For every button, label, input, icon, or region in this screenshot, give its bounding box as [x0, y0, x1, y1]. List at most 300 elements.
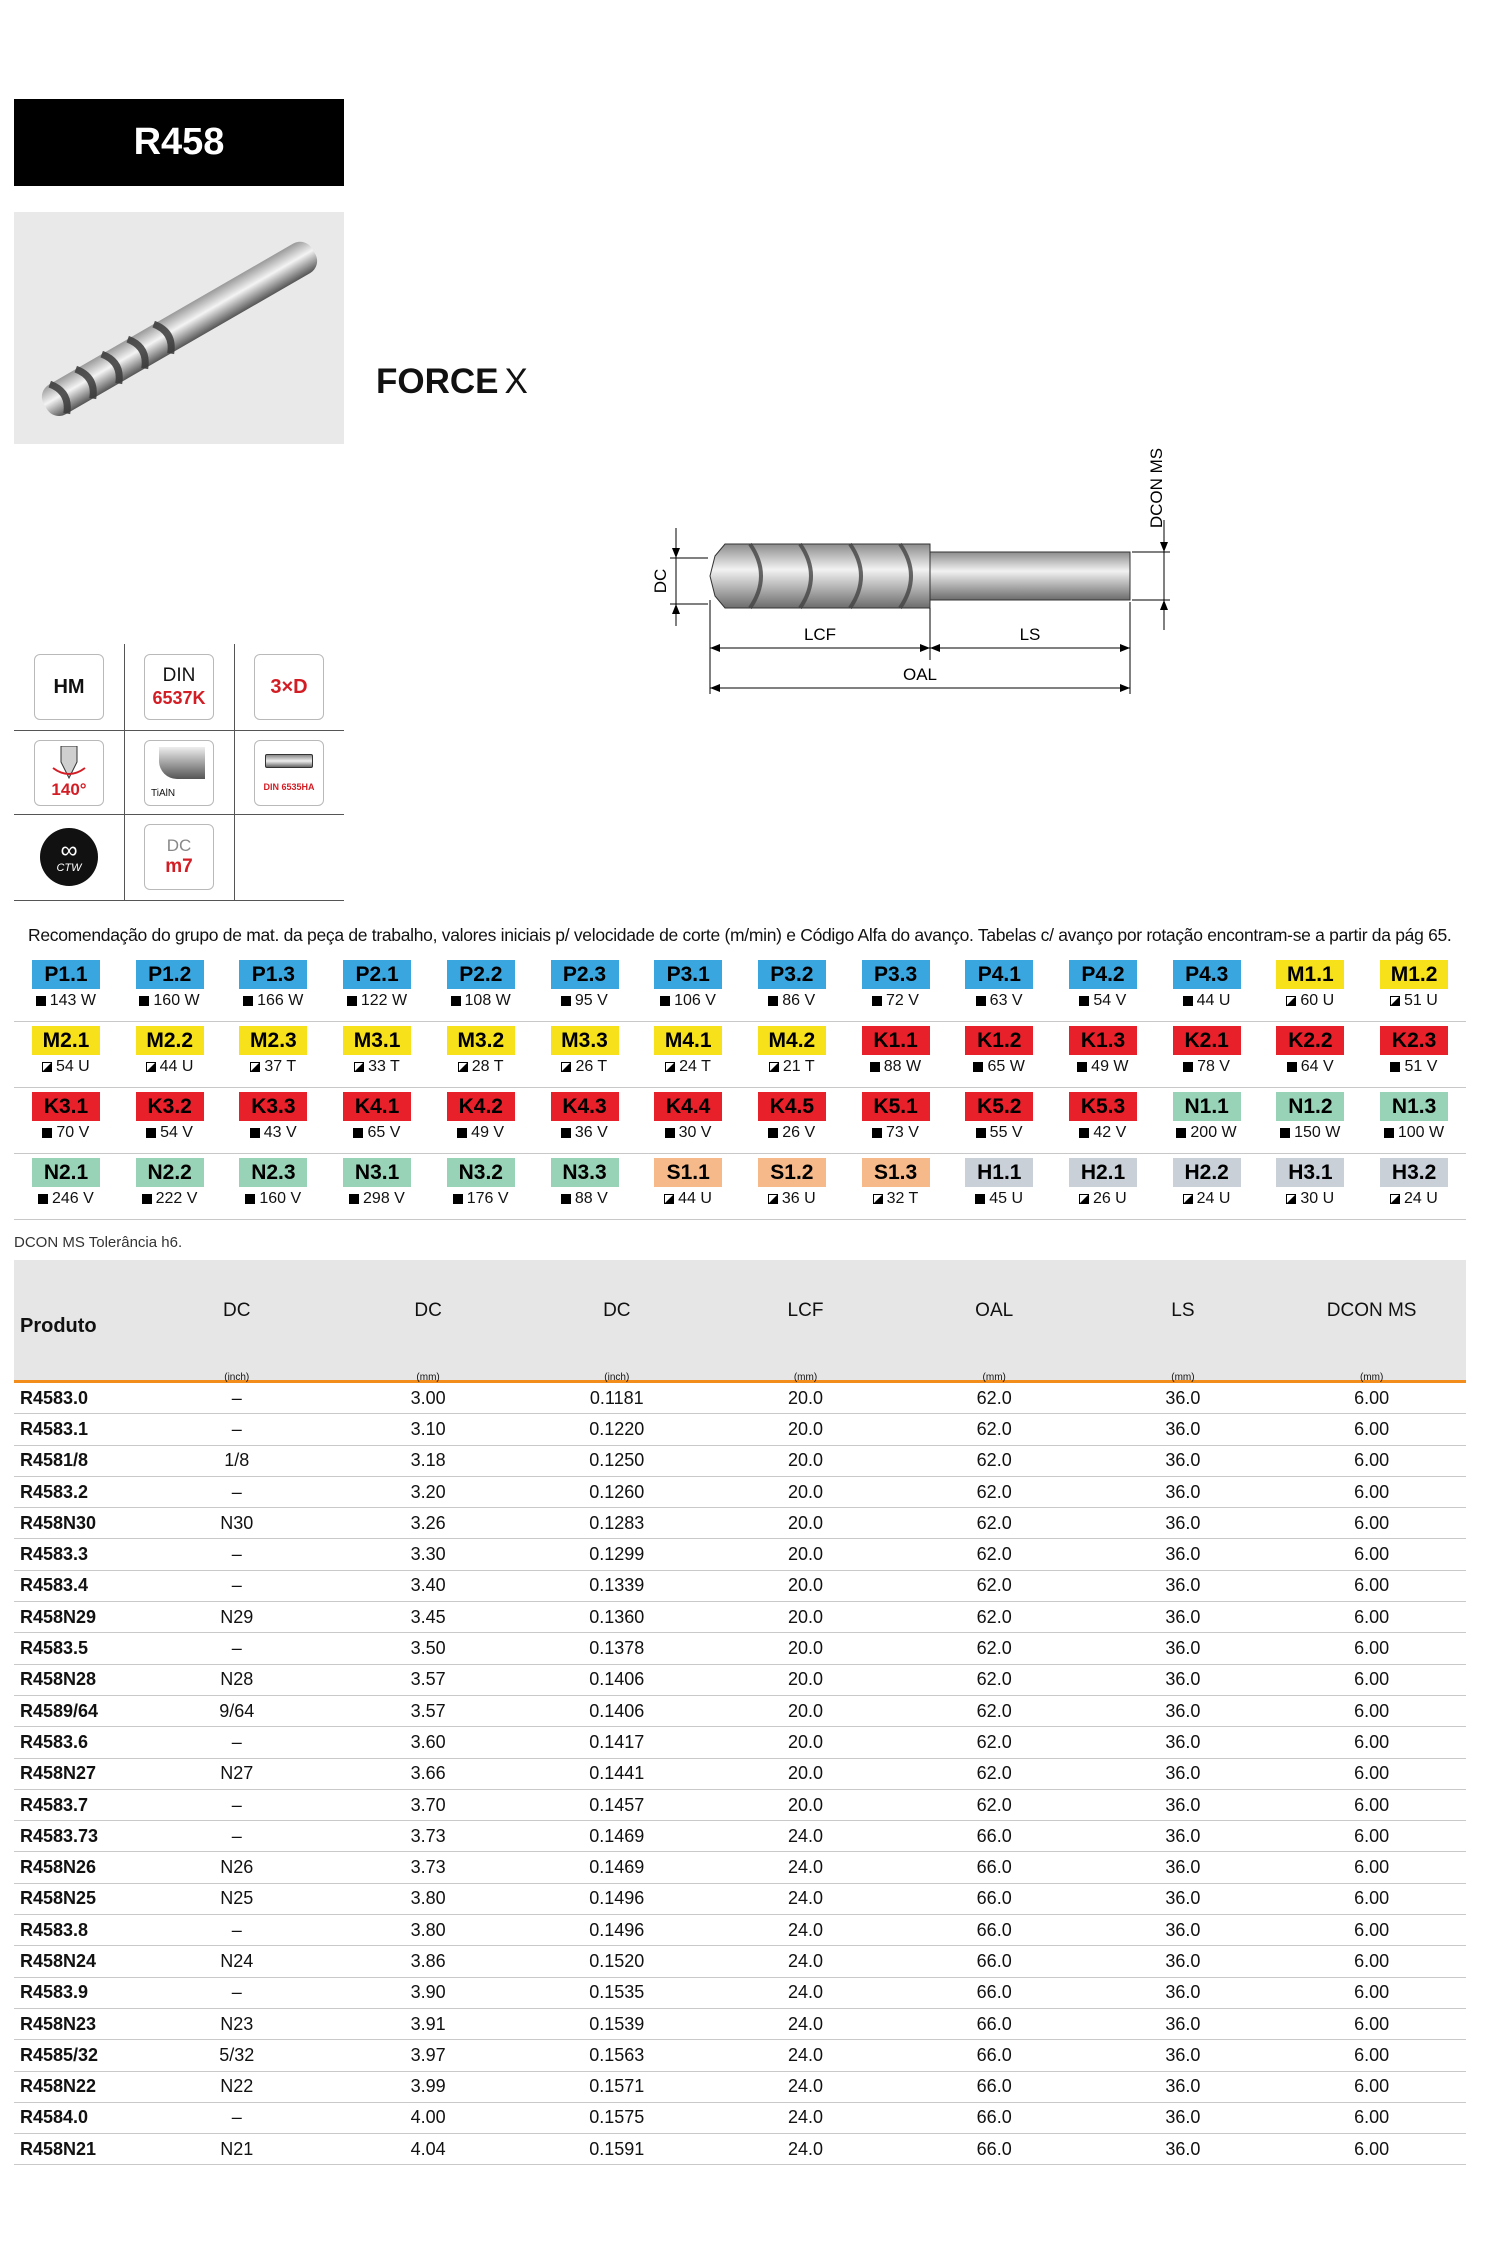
square-icon: [976, 1128, 986, 1138]
material-cell-m3-3: [533, 1022, 637, 1088]
table-cell: 6.00: [1277, 1789, 1466, 1820]
material-cell-p4-3: [1155, 956, 1259, 1022]
table-row: [14, 1758, 1466, 1789]
product-code: R4583.73: [14, 1821, 140, 1852]
table-row: [14, 1445, 1466, 1476]
table-cell: 66.0: [900, 1852, 1089, 1883]
material-code: N1.2: [1276, 1092, 1344, 1121]
table-cell: 36.0: [1089, 1570, 1278, 1601]
material-speed: 26 U: [1051, 1190, 1155, 1208]
material-speed: 32 T: [844, 1190, 948, 1208]
table-cell: –: [140, 1476, 334, 1507]
half-square-icon: [873, 1194, 883, 1204]
table-cell: 62.0: [900, 1445, 1089, 1476]
material-code: N2.2: [136, 1158, 204, 1187]
material-cell-h3-1: [1258, 1154, 1362, 1220]
product-code: R4583.4: [14, 1570, 140, 1601]
material-speed: 73 V: [844, 1124, 948, 1142]
table-cell: 36.0: [1089, 2008, 1278, 2039]
material-cell-k5-3: [1051, 1088, 1155, 1154]
table-cell: N24: [140, 1946, 334, 1977]
table-cell: 66.0: [900, 1915, 1089, 1946]
table-cell: –: [140, 1789, 334, 1820]
material-code: H3.2: [1380, 1158, 1448, 1187]
material-code: P2.2: [447, 960, 515, 989]
material-speed: 49 W: [1051, 1058, 1155, 1076]
material-cell-m1-1: [1258, 956, 1362, 1022]
table-cell: 0.1283: [522, 1508, 711, 1539]
table-cell: 36.0: [1089, 1664, 1278, 1695]
product-code: R458N22: [14, 2071, 140, 2102]
oal-label: OAL: [902, 665, 938, 684]
material-cell-m3-1: [325, 1022, 429, 1088]
shank-graphic: [265, 754, 313, 768]
material-code: P2.1: [343, 960, 411, 989]
coating-swatch: [159, 747, 205, 779]
material-speed: 63 V: [947, 992, 1051, 1010]
product-code: R458N23: [14, 2008, 140, 2039]
material-speed: 42 V: [1051, 1124, 1155, 1142]
product-code: R4583.8: [14, 1915, 140, 1946]
table-cell: 20.0: [711, 1570, 900, 1601]
table-cell: 24.0: [711, 1915, 900, 1946]
material-code: M2.3: [239, 1026, 307, 1055]
header-dc-1: DC (mm): [334, 1260, 523, 1382]
table-cell: 0.1496: [522, 1883, 711, 1914]
table-cell: 6.00: [1277, 1633, 1466, 1664]
material-code: K2.1: [1173, 1026, 1241, 1055]
square-icon: [975, 1194, 985, 1204]
material-code: K4.2: [447, 1092, 515, 1121]
material-code: M1.2: [1380, 960, 1448, 989]
material-cell-n3-3: [533, 1154, 637, 1220]
material-speed: 88 W: [844, 1058, 948, 1076]
material-code: N1.3: [1380, 1092, 1448, 1121]
material-code: K3.2: [136, 1092, 204, 1121]
material-cell-n1-3: [1362, 1088, 1466, 1154]
table-row: [14, 2134, 1466, 2165]
table-cell: 20.0: [711, 1789, 900, 1820]
recommendation-text: Recomendação do grupo de mat. da peça de trabalho, valores iniciais p/ velocidade de corte (m/min) e Código Alfa do avanço. Tabelas c/ avanço por rotação encontram-se a partir da pág 65.: [28, 925, 1452, 945]
header-dc-2: DC (inch): [522, 1260, 711, 1382]
table-row: [14, 1789, 1466, 1820]
table-cell: 3.18: [334, 1445, 523, 1476]
header-ls-5: LS (mm): [1089, 1260, 1278, 1382]
material-speed: 160 V: [221, 1190, 325, 1208]
table-cell: 66.0: [900, 1883, 1089, 1914]
material-cell-m2-3: [221, 1022, 325, 1088]
header-dc-0: DC (inch): [140, 1260, 334, 1382]
table-row: [14, 1539, 1466, 1570]
material-cell-k2-1: [1155, 1022, 1259, 1088]
table-cell: 6.00: [1277, 1977, 1466, 2008]
table-cell: 36.0: [1089, 1915, 1278, 1946]
material-code: N1.1: [1173, 1092, 1241, 1121]
material-cell-n1-1: [1155, 1088, 1259, 1154]
square-icon: [250, 1128, 260, 1138]
material-speed: 143 W: [14, 992, 118, 1010]
material-cell-k5-1: [844, 1088, 948, 1154]
din-label: DIN: [162, 665, 196, 686]
table-cell: 0.1539: [522, 2008, 711, 2039]
table-row: [14, 1602, 1466, 1633]
square-icon: [36, 996, 46, 1006]
table-cell: 0.1406: [522, 1695, 711, 1726]
ls-label: LS: [1019, 625, 1041, 644]
table-cell: 3.57: [334, 1695, 523, 1726]
table-cell: 4.04: [334, 2134, 523, 2165]
material-cell-k1-1: [844, 1022, 948, 1088]
material-code: P1.1: [32, 960, 100, 989]
table-cell: 36.0: [1089, 2134, 1278, 2165]
table-cell: N26: [140, 1852, 334, 1883]
material-cell-m4-1: [636, 1022, 740, 1088]
material-speed: 55 V: [947, 1124, 1051, 1142]
table-cell: 6.00: [1277, 1382, 1466, 1414]
table-cell: 66.0: [900, 1946, 1089, 1977]
table-cell: N28: [140, 1664, 334, 1695]
table-cell: 3.60: [334, 1727, 523, 1758]
table-cell: 62.0: [900, 1727, 1089, 1758]
table-cell: 20.0: [711, 1539, 900, 1570]
table-cell: 24.0: [711, 2008, 900, 2039]
table-cell: 0.1496: [522, 1915, 711, 1946]
table-cell: 0.1441: [522, 1758, 711, 1789]
material-speed: 54 V: [1051, 992, 1155, 1010]
material-code: S1.2: [758, 1158, 826, 1187]
square-icon: [453, 1194, 463, 1204]
material-speed: 200 W: [1155, 1124, 1259, 1142]
depth-ratio-label: 3×D: [270, 675, 308, 698]
square-icon: [870, 1062, 880, 1072]
table-cell: 20.0: [711, 1414, 900, 1445]
table-cell: 4.00: [334, 2102, 523, 2133]
table-cell: 62.0: [900, 1789, 1089, 1820]
table-cell: 62.0: [900, 1695, 1089, 1726]
table-cell: 36.0: [1089, 1539, 1278, 1570]
material-code: P4.3: [1173, 960, 1241, 989]
material-code: K5.2: [965, 1092, 1033, 1121]
square-icon: [1384, 1128, 1394, 1138]
table-cell: 0.1535: [522, 1977, 711, 2008]
product-code: R458N28: [14, 1664, 140, 1695]
table-cell: –: [140, 1570, 334, 1601]
material-row-divider: [14, 1087, 1466, 1088]
table-cell: 6.00: [1277, 1821, 1466, 1852]
table-cell: 6.00: [1277, 1727, 1466, 1758]
table-cell: –: [140, 1977, 334, 2008]
material-cell-p1-1: [14, 956, 118, 1022]
table-row: [14, 2040, 1466, 2071]
table-cell: N21: [140, 2134, 334, 2165]
table-cell: 62.0: [900, 1758, 1089, 1789]
material-code: P1.3: [239, 960, 307, 989]
square-icon: [768, 1128, 778, 1138]
half-square-icon: [146, 1062, 156, 1072]
din-number: 6537K: [152, 688, 206, 708]
table-cell: 3.40: [334, 1570, 523, 1601]
table-cell: 20.0: [711, 1445, 900, 1476]
table-row: [14, 1727, 1466, 1758]
header-product: Produto: [14, 1260, 140, 1382]
table-cell: 3.73: [334, 1852, 523, 1883]
table-cell: 0.1520: [522, 1946, 711, 1977]
square-icon: [665, 1128, 675, 1138]
material-cell-n1-2: [1258, 1088, 1362, 1154]
table-cell: 20.0: [711, 1664, 900, 1695]
material-speed: 108 W: [429, 992, 533, 1010]
table-cell: 36.0: [1089, 1414, 1278, 1445]
square-icon: [973, 1062, 983, 1072]
material-code: K5.1: [862, 1092, 930, 1121]
product-code: R4589/64: [14, 1695, 140, 1726]
table-cell: 62.0: [900, 1476, 1089, 1507]
square-icon: [1077, 1062, 1087, 1072]
table-cell: 20.0: [711, 1382, 900, 1414]
table-cell: 62.0: [900, 1570, 1089, 1601]
material-speed: 150 W: [1258, 1124, 1362, 1142]
material-cell-p2-1: [325, 956, 429, 1022]
table-cell: 24.0: [711, 2040, 900, 2071]
table-row: [14, 1664, 1466, 1695]
material-cell-k2-3: [1362, 1022, 1466, 1088]
table-cell: N27: [140, 1758, 334, 1789]
material-cell-k4-4: [636, 1088, 740, 1154]
table-row: [14, 1883, 1466, 1914]
table-cell: 20.0: [711, 1633, 900, 1664]
material-code: M2.2: [136, 1026, 204, 1055]
header-oal-4: OAL (mm): [900, 1260, 1089, 1382]
half-square-icon: [769, 1062, 779, 1072]
table-cell: 0.1457: [522, 1789, 711, 1820]
material-code: M1.1: [1276, 960, 1344, 989]
table-cell: 62.0: [900, 1414, 1089, 1445]
table-cell: 0.1571: [522, 2071, 711, 2102]
table-cell: 0.1417: [522, 1727, 711, 1758]
material-speed: 43 V: [221, 1124, 325, 1142]
square-icon: [146, 1128, 156, 1138]
table-cell: 36.0: [1089, 2102, 1278, 2133]
square-icon: [561, 1194, 571, 1204]
half-square-icon: [1183, 1194, 1193, 1204]
table-cell: 62.0: [900, 1664, 1089, 1695]
material-cell-k4-2: [429, 1088, 533, 1154]
table-cell: 36.0: [1089, 1633, 1278, 1664]
table-cell: 20.0: [711, 1727, 900, 1758]
material-cell-n2-1: [14, 1154, 118, 1220]
table-cell: 6.00: [1277, 1946, 1466, 1977]
square-icon: [42, 1128, 52, 1138]
table-cell: 3.70: [334, 1789, 523, 1820]
table-cell: 36.0: [1089, 1977, 1278, 2008]
material-speed: 45 U: [947, 1190, 1051, 1208]
table-row: [14, 1946, 1466, 1977]
square-icon: [561, 1128, 571, 1138]
table-cell: 20.0: [711, 1476, 900, 1507]
table-row: [14, 1570, 1466, 1601]
table-row: [14, 1977, 1466, 2008]
table-cell: 24.0: [711, 1946, 900, 1977]
material-cell-h2-2: [1155, 1154, 1259, 1220]
material-code: S1.1: [654, 1158, 722, 1187]
table-cell: –: [140, 1633, 334, 1664]
material-cell-p3-1: [636, 956, 740, 1022]
material-code: M4.1: [654, 1026, 722, 1055]
table-cell: 3.99: [334, 2071, 523, 2102]
material-speed: 26 V: [740, 1124, 844, 1142]
table-cell: 66.0: [900, 1821, 1089, 1852]
product-code: R4583.9: [14, 1977, 140, 2008]
material-cell-s1-2: [740, 1154, 844, 1220]
table-cell: 24.0: [711, 1977, 900, 2008]
material-code: K1.2: [965, 1026, 1033, 1055]
table-cell: 6.00: [1277, 1445, 1466, 1476]
square-icon: [1287, 1062, 1297, 1072]
material-speed: 72 V: [844, 992, 948, 1010]
table-cell: 0.1260: [522, 1476, 711, 1507]
table-cell: 6.00: [1277, 1602, 1466, 1633]
material-code: K4.4: [654, 1092, 722, 1121]
dc-label: DC: [651, 568, 670, 594]
table-row: [14, 1476, 1466, 1507]
material-cell-k4-1: [325, 1088, 429, 1154]
material-speed: 70 V: [14, 1124, 118, 1142]
table-cell: 20.0: [711, 1508, 900, 1539]
material-speed: 49 V: [429, 1124, 533, 1142]
product-code: R458N30: [14, 1508, 140, 1539]
product-code: R4584.0: [14, 2102, 140, 2133]
table-cell: 3.57: [334, 1664, 523, 1695]
material-speed: 37 T: [221, 1058, 325, 1076]
table-cell: N29: [140, 1602, 334, 1633]
table-cell: 36.0: [1089, 1852, 1278, 1883]
table-cell: 6.00: [1277, 1539, 1466, 1570]
table-cell: 20.0: [711, 1695, 900, 1726]
material-speed: 51 U: [1362, 992, 1466, 1010]
material-code: K5.3: [1069, 1092, 1137, 1121]
material-code: H2.2: [1173, 1158, 1241, 1187]
table-row: [14, 1414, 1466, 1445]
material-speed: 64 V: [1258, 1058, 1362, 1076]
material-cell-k3-2: [118, 1088, 222, 1154]
table-cell: 62.0: [900, 1633, 1089, 1664]
product-code: R4583.6: [14, 1727, 140, 1758]
product-code: R4585/32: [14, 2040, 140, 2071]
material-code: P4.1: [965, 960, 1033, 989]
material-cell-h1-1: [947, 1154, 1051, 1220]
table-cell: 66.0: [900, 2134, 1089, 2165]
table-cell: 0.1591: [522, 2134, 711, 2165]
material-speed: 28 T: [429, 1058, 533, 1076]
material-cell-k2-2: [1258, 1022, 1362, 1088]
product-code: R4583.2: [14, 1476, 140, 1507]
table-row: [14, 2102, 1466, 2133]
half-square-icon: [1079, 1194, 1089, 1204]
table-cell: 9/64: [140, 1695, 334, 1726]
din-standard-icon: [144, 654, 214, 720]
material-code: P2.3: [551, 960, 619, 989]
material-code: M3.2: [447, 1026, 515, 1055]
material-code: P4.2: [1069, 960, 1137, 989]
drill-image: [14, 212, 344, 444]
material-code: K4.3: [551, 1092, 619, 1121]
table-row: [14, 1915, 1466, 1946]
product-code: R458N29: [14, 1602, 140, 1633]
material-cell-n3-2: [429, 1154, 533, 1220]
square-icon: [457, 1128, 467, 1138]
table-cell: 6.00: [1277, 1508, 1466, 1539]
square-icon: [872, 1128, 882, 1138]
ctw-icon: [34, 824, 104, 890]
table-cell: 36.0: [1089, 1758, 1278, 1789]
material-cell-n3-1: [325, 1154, 429, 1220]
material-speed: 100 W: [1362, 1124, 1466, 1142]
material-code: N2.3: [239, 1158, 307, 1187]
table-cell: 3.30: [334, 1539, 523, 1570]
material-code: P3.1: [654, 960, 722, 989]
square-icon: [1079, 1128, 1089, 1138]
ctw-label: CTW: [56, 862, 82, 874]
table-cell: 0.1299: [522, 1539, 711, 1570]
table-header-row: [14, 1260, 1466, 1382]
material-code: K2.3: [1380, 1026, 1448, 1055]
material-code: K2.2: [1276, 1026, 1344, 1055]
product-code: R458N25: [14, 1883, 140, 1914]
half-square-icon: [1390, 1194, 1400, 1204]
material-speed: 26 T: [533, 1058, 637, 1076]
square-icon: [872, 996, 882, 1006]
material-code: K1.1: [862, 1026, 930, 1055]
table-cell: 0.1360: [522, 1602, 711, 1633]
product-code: R458N21: [14, 2134, 140, 2165]
table-cell: 3.97: [334, 2040, 523, 2071]
material-cell-p2-2: [429, 956, 533, 1022]
material-code: P3.3: [862, 960, 930, 989]
table-cell: 3.20: [334, 1476, 523, 1507]
table-cell: 3.91: [334, 2008, 523, 2039]
hm-label: HM: [53, 675, 85, 698]
material-speed: 24 U: [1362, 1190, 1466, 1208]
table-row: [14, 2008, 1466, 2039]
shank-icon: [254, 740, 324, 806]
material-cell-m2-1: [14, 1022, 118, 1088]
table-cell: 36.0: [1089, 1445, 1278, 1476]
table-cell: 66.0: [900, 1977, 1089, 2008]
square-icon: [139, 996, 149, 1006]
material-cell-m4-2: [740, 1022, 844, 1088]
material-code: H2.1: [1069, 1158, 1137, 1187]
table-cell: 6.00: [1277, 1758, 1466, 1789]
table-cell: 62.0: [900, 1382, 1089, 1414]
point-angle-label: 140°: [51, 780, 87, 799]
material-code: N3.1: [343, 1158, 411, 1187]
square-icon: [243, 996, 253, 1006]
table-cell: 24.0: [711, 2102, 900, 2133]
table-cell: N22: [140, 2071, 334, 2102]
material-code: N2.1: [32, 1158, 100, 1187]
table-cell: 0.1181: [522, 1382, 711, 1414]
table-cell: 3.73: [334, 1821, 523, 1852]
square-icon: [353, 1128, 363, 1138]
product-table: [14, 1260, 1466, 2165]
material-cell-p3-2: [740, 956, 844, 1022]
table-cell: N23: [140, 2008, 334, 2039]
material-cell-p4-2: [1051, 956, 1155, 1022]
product-title-text: R458: [133, 121, 225, 163]
table-cell: 62.0: [900, 1508, 1089, 1539]
square-icon: [660, 996, 670, 1006]
table-cell: 6.00: [1277, 1570, 1466, 1601]
